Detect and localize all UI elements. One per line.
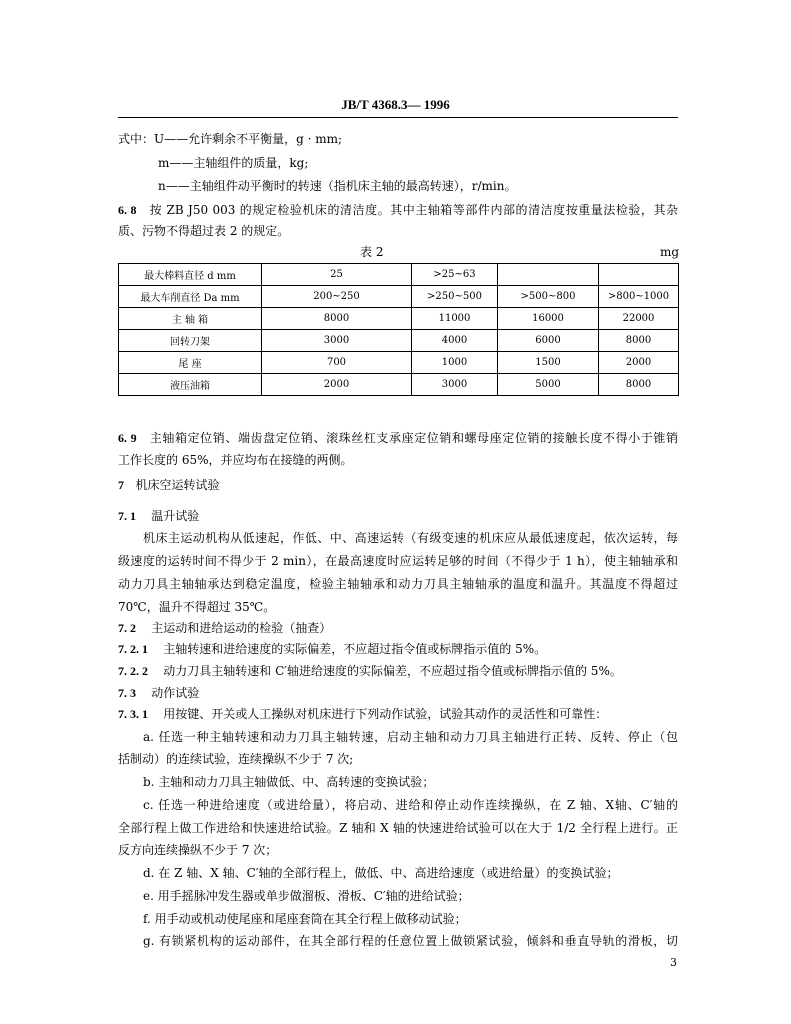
table-row [119,264,679,286]
list-item-a-line-1: a. 任选一种主轴转速和动力刀具主轴转速，启动主轴和动力刀具主轴进行正转、反转、停止（包 [143,730,678,744]
table-cell: 22000 [599,308,679,330]
cleanliness-table [118,263,679,396]
list-item-a-line-2: 括制动）的连续试验，连续操纵不少于 7 次; [118,752,354,766]
section-7-1-line-4: 70℃，温升不得超过 35℃。 [118,600,276,614]
table-cell: 2000 [262,374,412,396]
table-cell [498,264,599,286]
section-6-8-line-2: 质、污物不得超过表 2 的规定。 [118,224,290,238]
table-row-header: 尾 座 [119,352,262,374]
symbol-definition-u: 式中：U——允许剩余不平衡量，g · mm; [118,132,343,146]
section-text: 动力刀具主轴转速和 C′轴进给速度的实际偏差，不应超过指令值或标牌指示值的 5%。 [163,664,622,678]
section-number: 7. 1 [118,509,136,523]
table-row-header: 最大车削直径 Da mm [119,286,262,308]
table-cell: >500~800 [498,286,599,308]
page-number: 3 [670,956,677,969]
table-cell: 2000 [599,352,679,374]
section-number: 6. 8 [118,203,137,217]
section-7-2-1 [118,641,546,657]
table-caption: 表 2 [360,245,384,259]
table-cell: 8000 [262,308,412,330]
table-cell: >800~1000 [599,286,679,308]
table-row [119,330,679,352]
section-text: 按 ZB J50 003 的规定检验机床的清洁度。其中主轴箱等部件内部的清洁度按重量法检验，其杂 [149,203,678,217]
section-number: 7. 3. 1 [118,707,148,721]
table-cell: 1500 [498,352,599,374]
table-cell: 11000 [412,308,498,330]
section-number: 7 [118,478,124,492]
table-cell: 3000 [412,374,498,396]
section-7-1-line-1: 机床主运动机构从低速起，作低、中、高速运转（有级变速的机床应从最低速度起，依次运转，每 [143,531,678,545]
list-item-b: b. 主轴和动力刀具主轴做低、中、高转速的变换试验； [143,775,435,789]
section-7-3-heading [118,685,199,701]
table-row [119,374,679,396]
section-title: 温升试验 [151,509,200,523]
table-row [119,286,679,308]
section-7-1-heading [118,508,199,524]
table-cell: 5000 [498,374,599,396]
table-cell: 3000 [262,330,412,352]
table-cell: >25~63 [412,264,498,286]
list-item-d: d. 在 Z 轴、X 轴、C′轴的全部行程上，做低、中、高进给速度（或进给量）的变换试验； [143,866,619,880]
list-item-c-line-1: c. 任选一种进给速度（或进给量），将启动、进给和停止动作连续操纵，在 Z 轴、X轴、C′轴的 [143,798,678,812]
table-cell: 16000 [498,308,599,330]
table-cell: 1000 [412,352,498,374]
list-item-f: f. 用手动或机动使尾座和尾座套筒在其全行程上做移动试验； [143,912,467,926]
table-cell: 4000 [412,330,498,352]
list-item-c-line-2: 全部行程上做工作进给和快速进给试验。Z 轴和 X 轴的快速进给试验可以在大于 1/2 全行程上进行。正 [118,821,678,835]
section-title: 主运动和进给运动的检验（抽查） [151,621,332,635]
section-6-9-line-2: 工作长度的 65%，并应均布在接缝的两侧。 [118,453,353,467]
table-row [119,308,679,330]
list-item-e: e. 用手摇脉冲发生器或单步做溜板、滑板、C′轴的进给试验； [143,889,470,903]
table-cell: 6000 [498,330,599,352]
symbol-definition-n: n——主轴组件动平衡时的转速（指机床主轴的最高转速），r/min。 [158,179,517,193]
section-7-2-heading [118,620,331,636]
section-title: 动作试验 [151,686,200,700]
list-item-c-line-3: 反方向连续操纵不少于 7 次； [118,843,278,857]
section-text: 用按键、开关或人工操纵对机床进行下列动作试验，试验其动作的灵活性和可靠性： [163,707,608,721]
section-title: 机床空运转试验 [135,478,220,492]
table-cell: 25 [262,264,412,286]
section-6-9-line-1 [118,430,678,446]
table-cell: 200~250 [262,286,412,308]
symbol-definition-m: m——主轴组件的质量，kg; [158,156,309,170]
table-row-header: 主 轴 箱 [119,308,262,330]
section-number: 7. 2 [118,621,136,635]
standard-number-header: JB/T 4368.3— 1996 [341,97,450,112]
section-text: 主轴转速和进给速度的实际偏差，不应超过指令值或标牌指示值的 5%。 [163,642,547,656]
table-row-header: 最大棒料直径 d mm [119,264,262,286]
table-cell [599,264,679,286]
section-6-8-line-1 [118,202,678,218]
table-row-header: 回转刀架 [119,330,262,352]
header-rule [118,117,678,118]
table-row-header: 液压油箱 [119,374,262,396]
list-item-g: g. 有锁紧机构的运动部件，在其全部行程的任意位置上做锁紧试验，倾斜和垂直导轨的滑板，切 [143,934,678,948]
section-number: 7. 3 [118,686,136,700]
table-unit: mg [660,245,680,259]
section-number: 6. 9 [118,431,137,445]
section-7-3-1 [118,706,607,722]
section-7-1-line-2: 级速度的运转时间不得少于 2 min），在最高速度时应运转足够的时间（不得少于 1 h），使主轴轴承和 [118,554,678,568]
table-cell: 700 [262,352,412,374]
section-number: 7. 2. 2 [118,664,148,678]
table-row [119,352,679,374]
section-number: 7. 2. 1 [118,642,148,656]
table-cell: 8000 [599,330,679,352]
table-cell: >250~500 [412,286,498,308]
section-7-2-2 [118,663,622,679]
table-cell: 8000 [599,374,679,396]
section-text: 主轴箱定位销、端齿盘定位销、滚珠丝杠支承座定位销和螺母座定位销的接触长度不得小于锥销 [149,431,678,445]
section-7-1-line-3: 动力刀具主轴轴承达到稳定温度，检验主轴轴承和动力刀具主轴轴承的温度和温升。其温度不得超过 [118,577,678,591]
section-7-heading [118,477,219,493]
